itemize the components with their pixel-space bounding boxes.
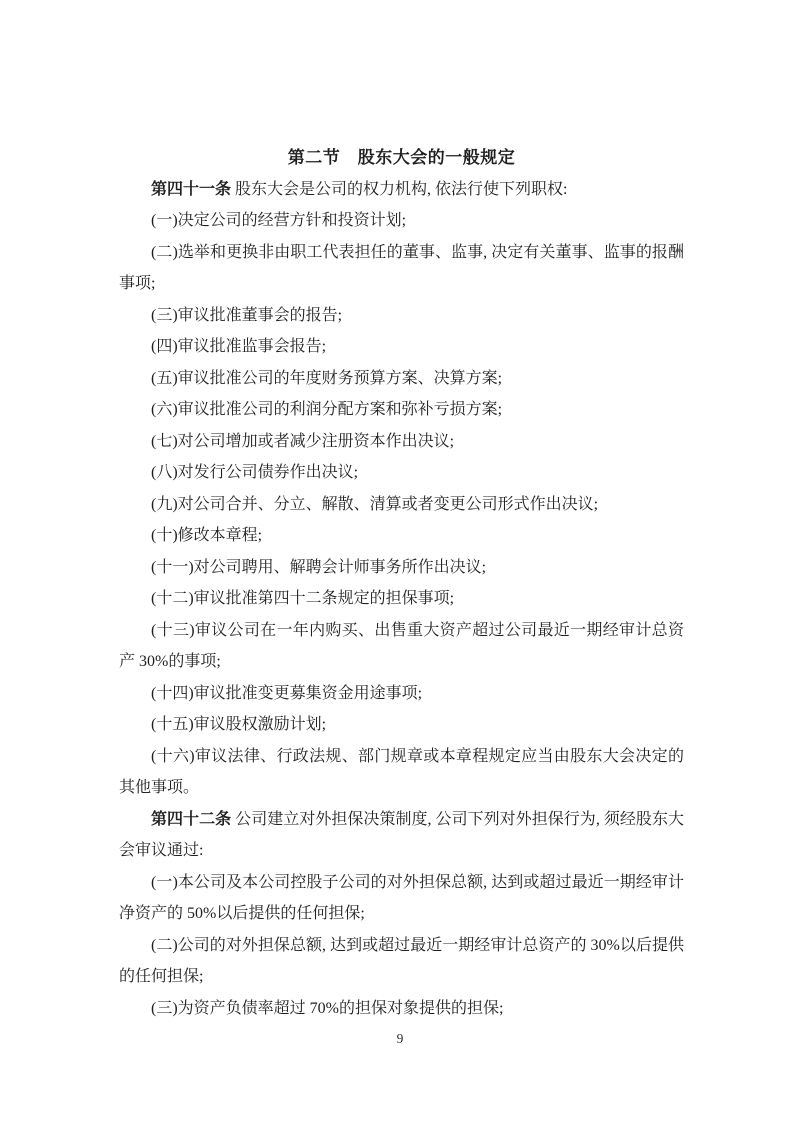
paragraph: 第四十一条 股东大会是公司的权力机构, 依法行使下列职权: <box>151 180 568 198</box>
document-content <box>119 142 684 1024</box>
paragraph: (九)对公司合并、分立、解散、清算或者变更公司形式作出决议; <box>151 495 599 513</box>
article-number: 第四十一条 <box>151 180 232 198</box>
paragraph: (十二)审议批准第四十二条规定的担保事项; <box>151 590 455 607</box>
paragraph: (二)选举和更换非由职工代表担任的董事、监事, 决定有关董事、监事的报酬事项; <box>119 243 684 292</box>
paragraph: (十六)审议法律、行政法规、部门规章或本章程规定应当由股东大会决定的其他事项。 <box>119 747 684 796</box>
paragraph: 第四十二条 公司建立对外担保决策制度, 公司下列对外担保行为, 须经股东大会审议通过: <box>119 810 684 859</box>
paragraph: (十五)审议股权激励计划; <box>151 716 327 733</box>
paragraph: (八)对发行公司债券作出决议; <box>151 464 359 481</box>
paragraph: (十一)对公司聘用、解聘会计师事务所作出决议; <box>151 558 487 576</box>
paragraph: (四)审议批准监事会报告; <box>151 338 327 355</box>
article-number: 第四十二条 <box>151 810 232 828</box>
paragraph: (二)公司的对外担保总额, 达到或超过最近一期经审计总资产的 30%以后提供的任何担保; <box>119 936 684 985</box>
paragraph: (十三)审议公司在一年内购买、出售重大资产超过公司最近一期经审计总资产 30%的事项; <box>119 621 684 670</box>
paragraph: (一)本公司及本公司控股子公司的对外担保总额, 达到或超过最近一期经审计净资产的 50%以后提供的任何担保; <box>119 873 684 922</box>
paragraph: (六)审议批准公司的利润分配方案和弥补亏损方案; <box>151 401 503 418</box>
section-title: 第二节 股东大会的一般规定 <box>287 148 516 167</box>
paragraph: (五)审议批准公司的年度财务预算方案、决算方案; <box>151 369 503 387</box>
paragraph: (七)对公司增加或者减少注册资本作出决议; <box>151 432 455 450</box>
paragraph: (十四)审议批准变更募集资金用途事项; <box>151 684 423 702</box>
page-number: 9 <box>396 1031 404 1046</box>
paragraph: (十)修改本章程; <box>151 527 263 544</box>
paragraph: (三)审议批准董事会的报告; <box>151 306 343 324</box>
document-body <box>119 174 684 1025</box>
paragraph: (三)为资产负债率超过 70%的担保对象提供的担保; <box>151 999 504 1017</box>
paragraph: (一)决定公司的经营方针和投资计划; <box>151 212 407 229</box>
